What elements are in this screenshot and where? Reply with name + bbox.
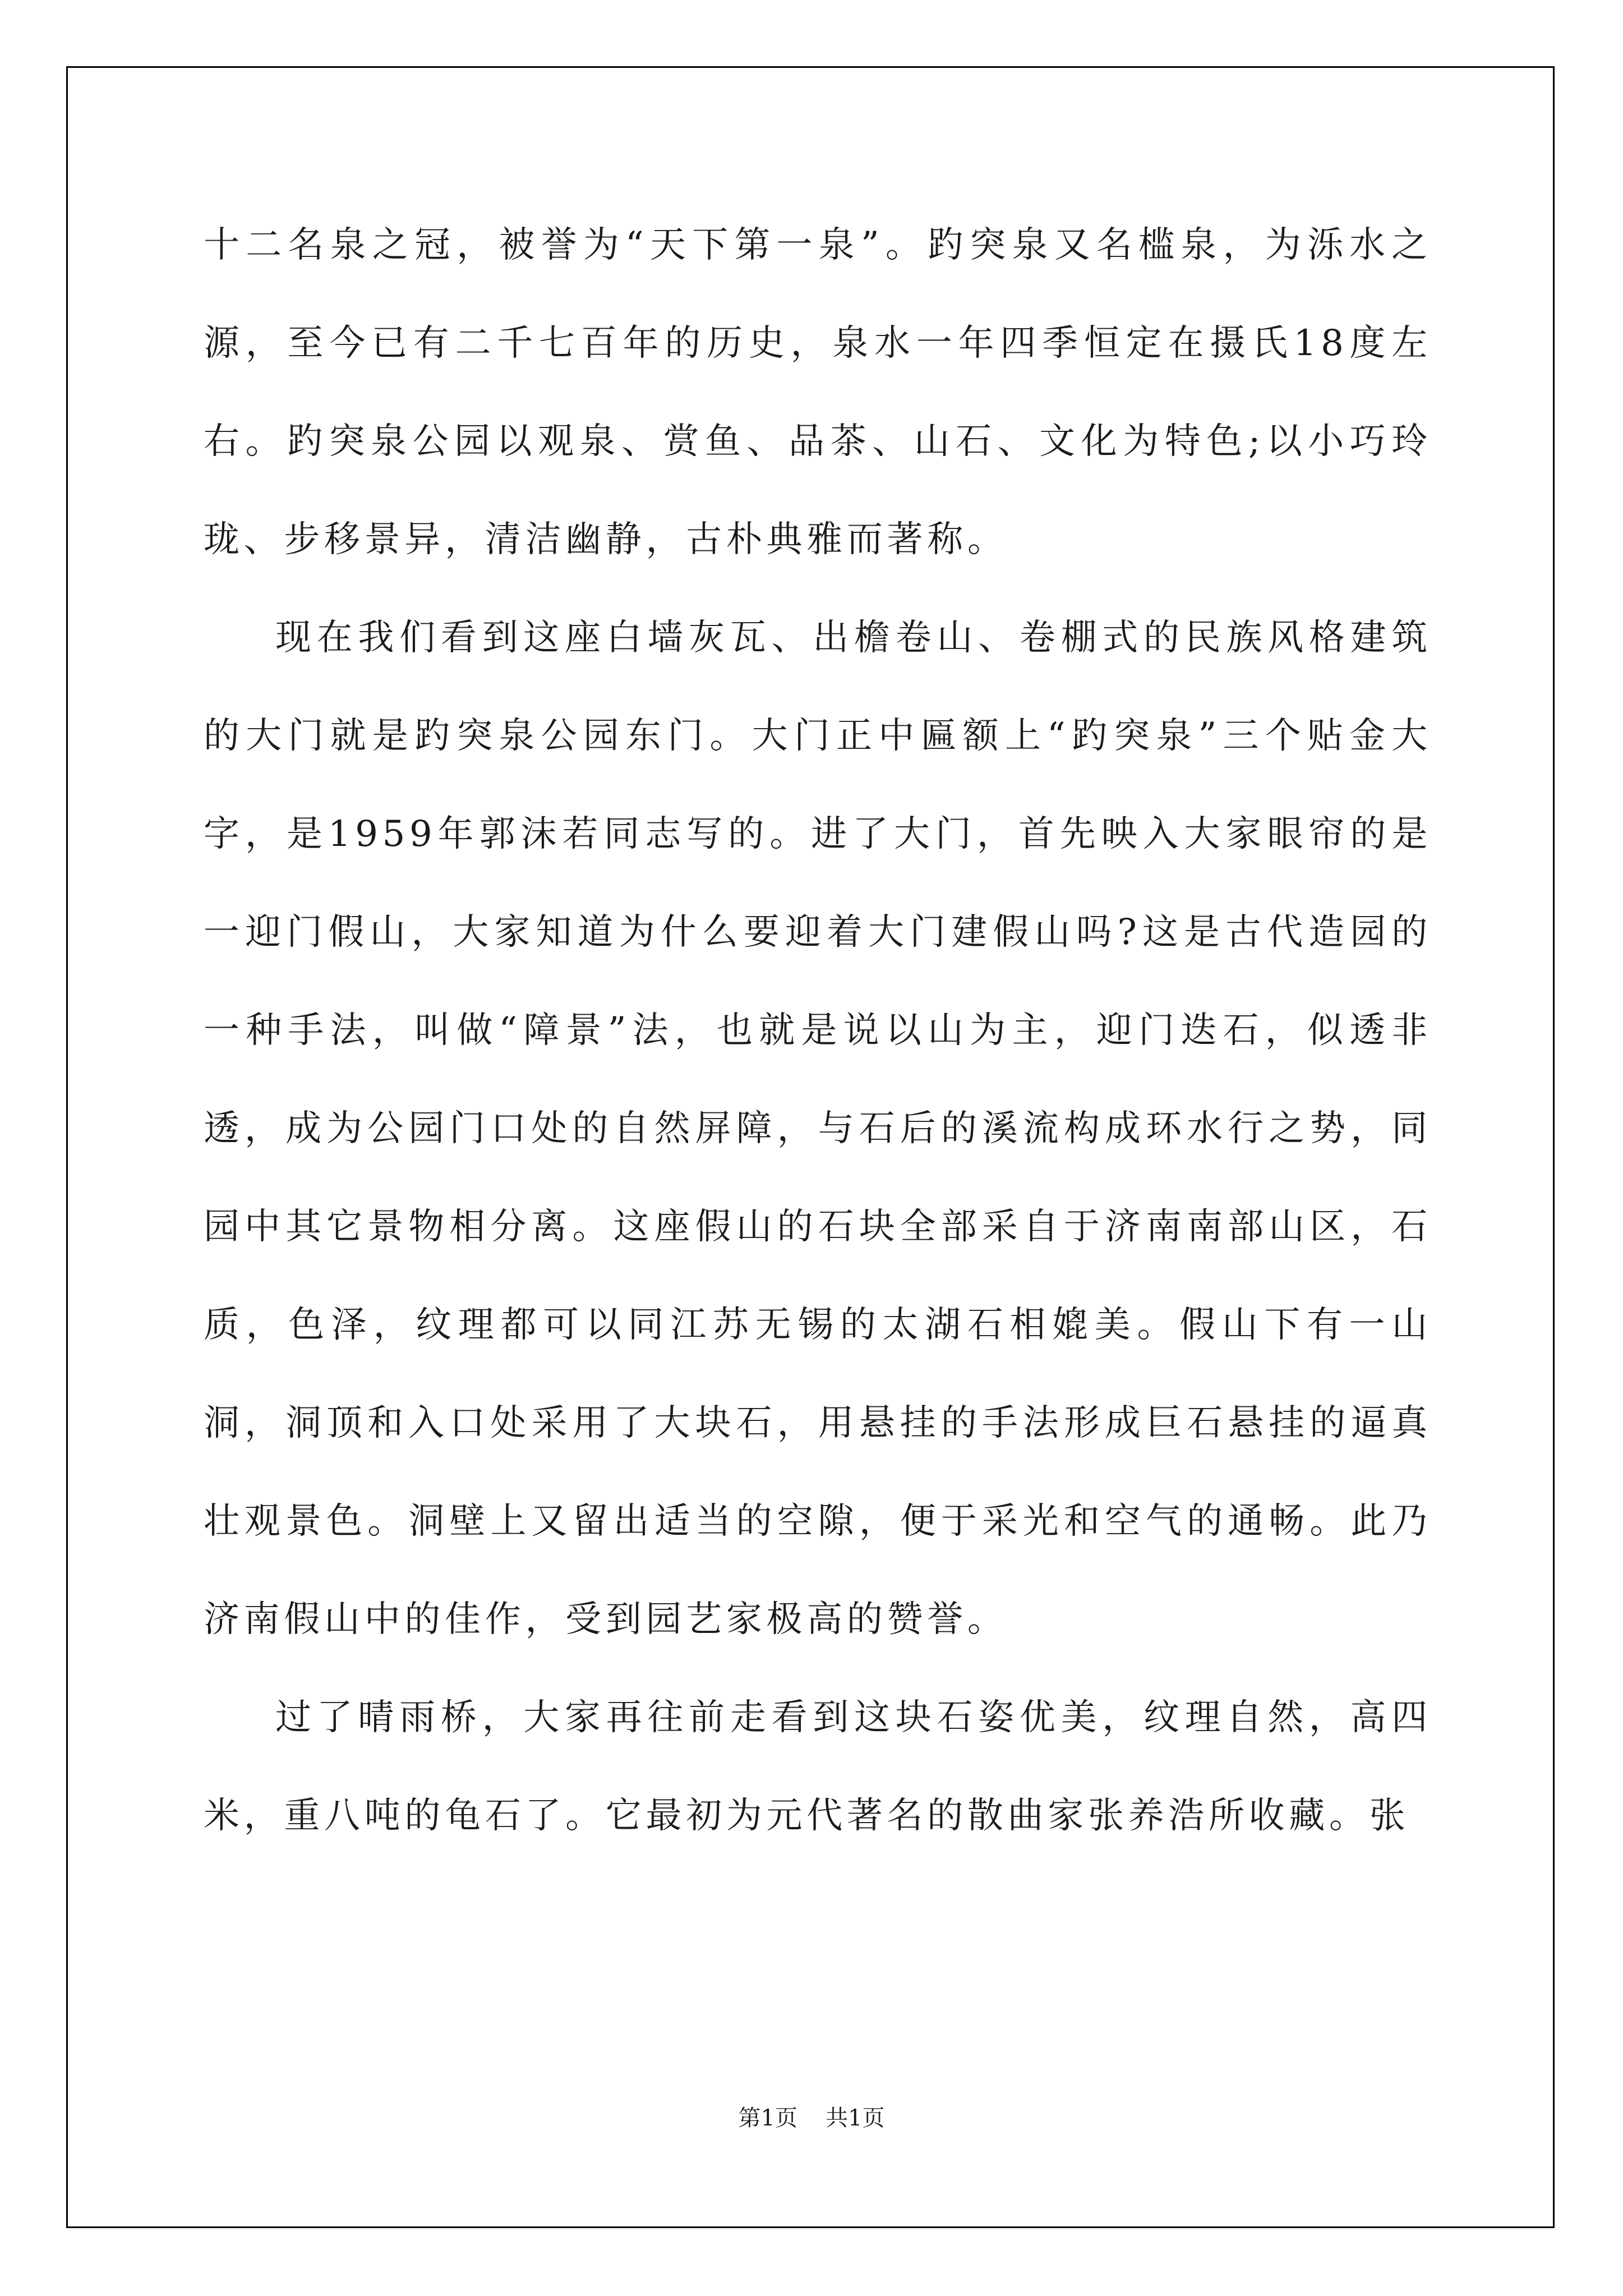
page-footer [0, 2101, 1623, 2135]
page-number: 第1页 [738, 2105, 797, 2131]
paragraph-turtle-stone: 过了晴雨桥，大家再往前走看到这块石姿优美，纹理自然，高四米，重八吨的龟石了。它最初为元代著名的散曲家张养浩所收藏。张 [204, 1697, 1432, 1837]
paragraph-east-gate: 现在我们看到这座白墙灰瓦、出檐卷山、卷棚式的民族风格建筑的大门就是趵突泉公园东门。大门正中匾额上“趵突泉”三个贴金大字，是1959年郭沫若同志写的。进了大门，首先映入大家眼帘的是一迎门假山，大家知道为什么要迎着大门建假山吗?这是古代造园的一种手法，叫做“障景”法，也就是说以山为主，迎门迭石，似透非透，成为公园门口处的自然屏障，与石后的溪流构成环水行之势，同园中其它景物相分离。这座假山的石块全部采自于济南南部山区，石质，色泽，纹理都可以同江苏无锡的太湖石相媲美。假山下有一山洞，洞顶和入口处采用了大块石，用悬挂的手法形成巨石悬挂的逼真壮观景色。洞壁上又留出适当的空隙，便于采光和空气的通畅。此乃济南假山中的佳作，受到园艺家极高的赞誉。 [204, 617, 1432, 1640]
page-total: 共1页 [826, 2105, 885, 2131]
document-body [204, 196, 1432, 1865]
paragraph-intro: 十二名泉之冠，被誉为“天下第一泉”。趵突泉又名槛泉，为泺水之源，至今已有二千七百年的历史，泉水一年四季恒定在摄氏18度左右。趵突泉公园以观泉、赏鱼、品茶、山石、文化为特色;以小巧玲珑、步移景异，清洁幽静，古朴典雅而著称。 [204, 224, 1432, 560]
